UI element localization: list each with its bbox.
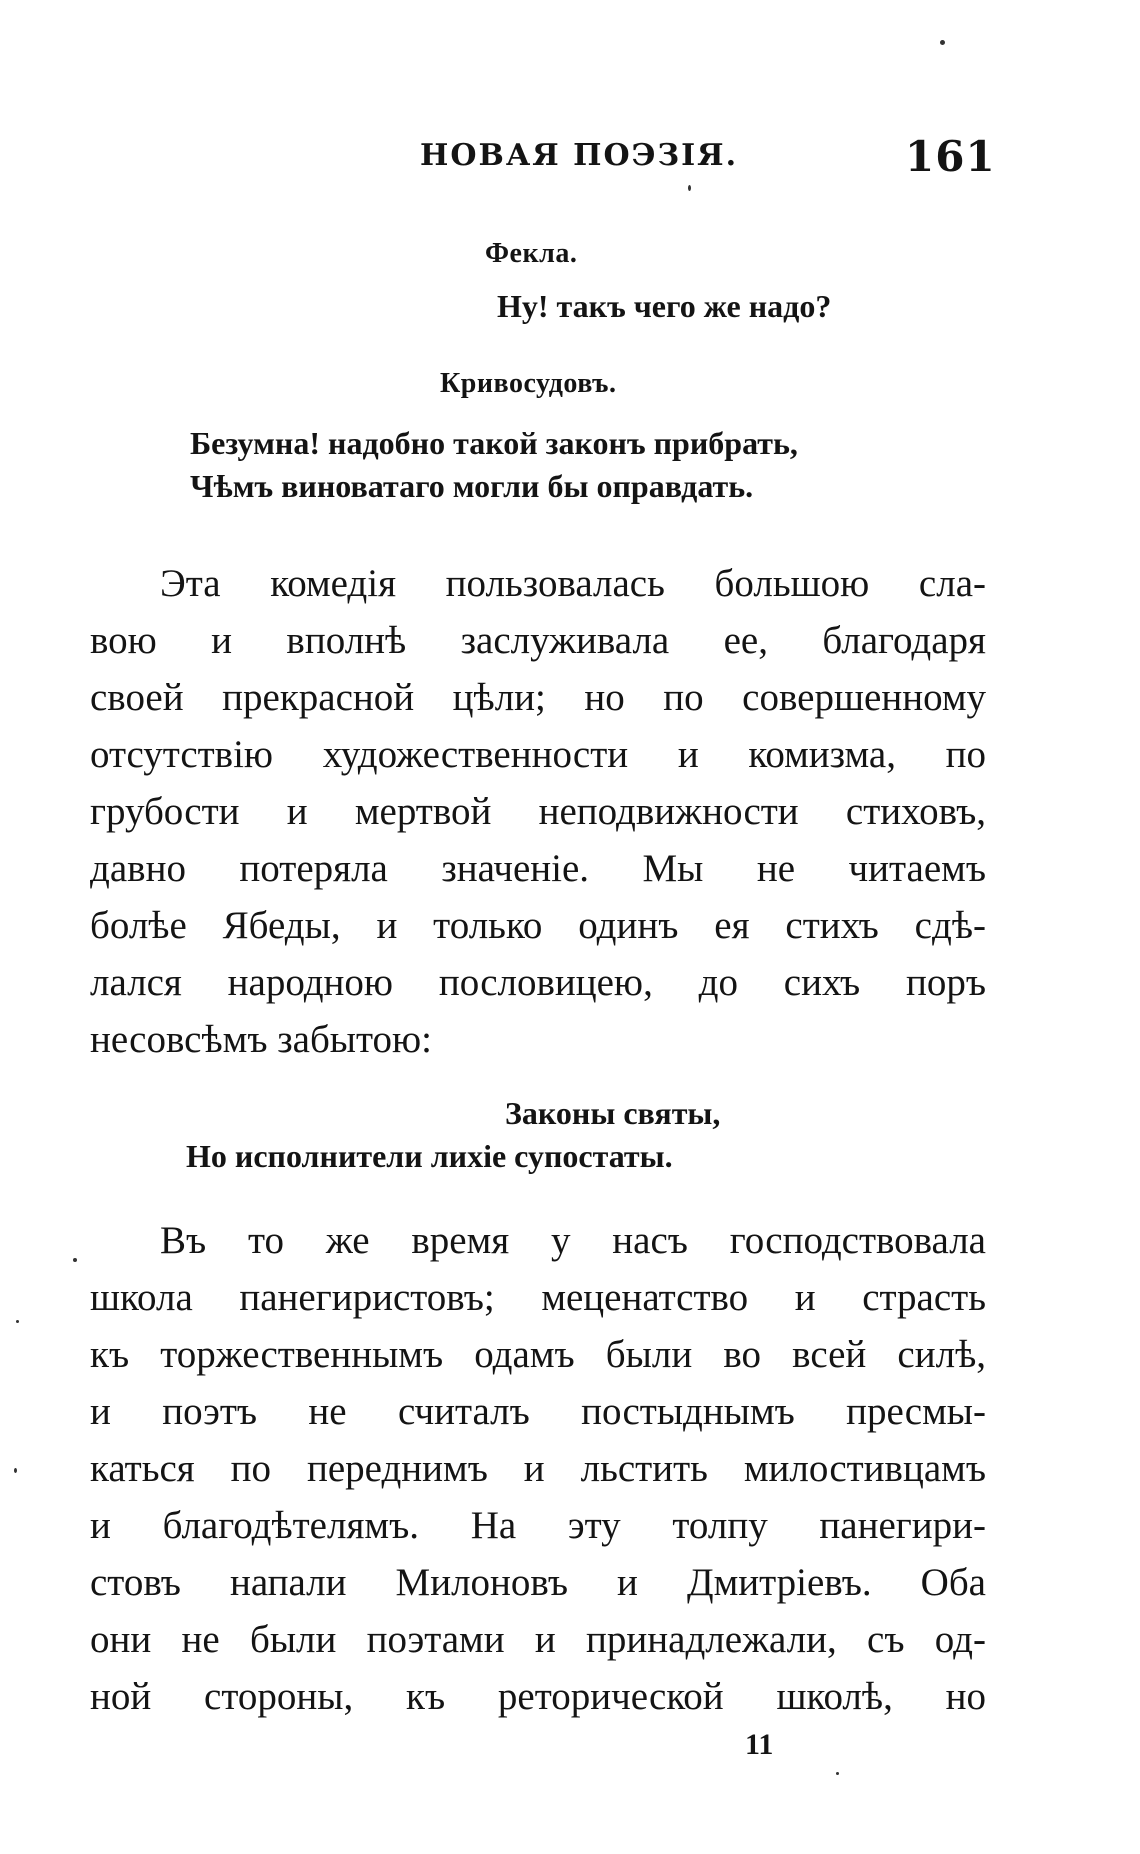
text-line: болѣе Ябеды, и только одинъ ея стихъ сдѣ- [90, 904, 986, 947]
ink-speck [16, 1320, 19, 1323]
ink-speck [14, 1468, 17, 1473]
quote-line: Законы святы, [505, 1095, 721, 1131]
text-line: грубости и мертвой неподвижности стиховъ, [90, 790, 986, 833]
text-line: школа панегиристовъ; меценатство и страсть [90, 1276, 986, 1319]
verse-line: Чѣмъ виноватаго могли бы оправдать. [190, 468, 754, 504]
text-line: давно потеряла значеніе. Мы не читаемъ [90, 847, 986, 890]
ink-speck [940, 40, 945, 45]
text-line: каться по переднимъ и льстить милостивцамъ [90, 1447, 986, 1490]
paragraph [90, 1212, 986, 1725]
quote-line: Но исполнители лихіе супостаты. [186, 1138, 673, 1174]
ink-speck [688, 185, 691, 191]
text-line: ной стороны, къ реторической школѣ, но [90, 1675, 986, 1718]
page-header [0, 132, 1140, 182]
text-line: Эта комедія пользовалась большою сла- [160, 562, 986, 605]
page-number: 161 [905, 132, 996, 181]
text-line: своей прекрасной цѣли; но по совершенному [90, 676, 986, 719]
text-line: вою и вполнѣ заслуживала ее, благодаря [90, 619, 986, 662]
text-line: и благодѣтелямъ. На эту толпу панегири- [90, 1504, 986, 1547]
text-line: и поэтъ не считалъ постыднымъ пресмы- [90, 1390, 986, 1433]
ink-speck [73, 1258, 77, 1262]
speaker-name: Фекла. [485, 238, 578, 269]
verse-line: Ну! такъ чего же надо? [497, 288, 832, 324]
text-line: стовъ напали Милоновъ и Дмитріевъ. Оба [90, 1561, 986, 1604]
text-line: лался народною пословицею, до сихъ поръ [90, 961, 986, 1004]
paragraph [90, 555, 986, 1068]
text-line: Въ то же время у насъ господствовала [160, 1219, 986, 1262]
speaker-name: Кривосудовъ. [440, 368, 617, 399]
text-line: они не были поэтами и принадлежали, съ од- [90, 1618, 986, 1661]
text-line: къ торжественнымъ одамъ были во всей силѣ, [90, 1333, 986, 1376]
signature-mark: 11 [745, 1728, 774, 1761]
running-title: НОВАЯ ПОЭЗІЯ. [420, 138, 739, 173]
text-line: несовсѣмъ забытою: [90, 1018, 432, 1061]
ink-speck [836, 1772, 839, 1775]
text-line: отсутствію художественности и комизма, по [90, 733, 986, 776]
verse-line: Безумна! надобно такой законъ прибрать, [190, 425, 798, 461]
